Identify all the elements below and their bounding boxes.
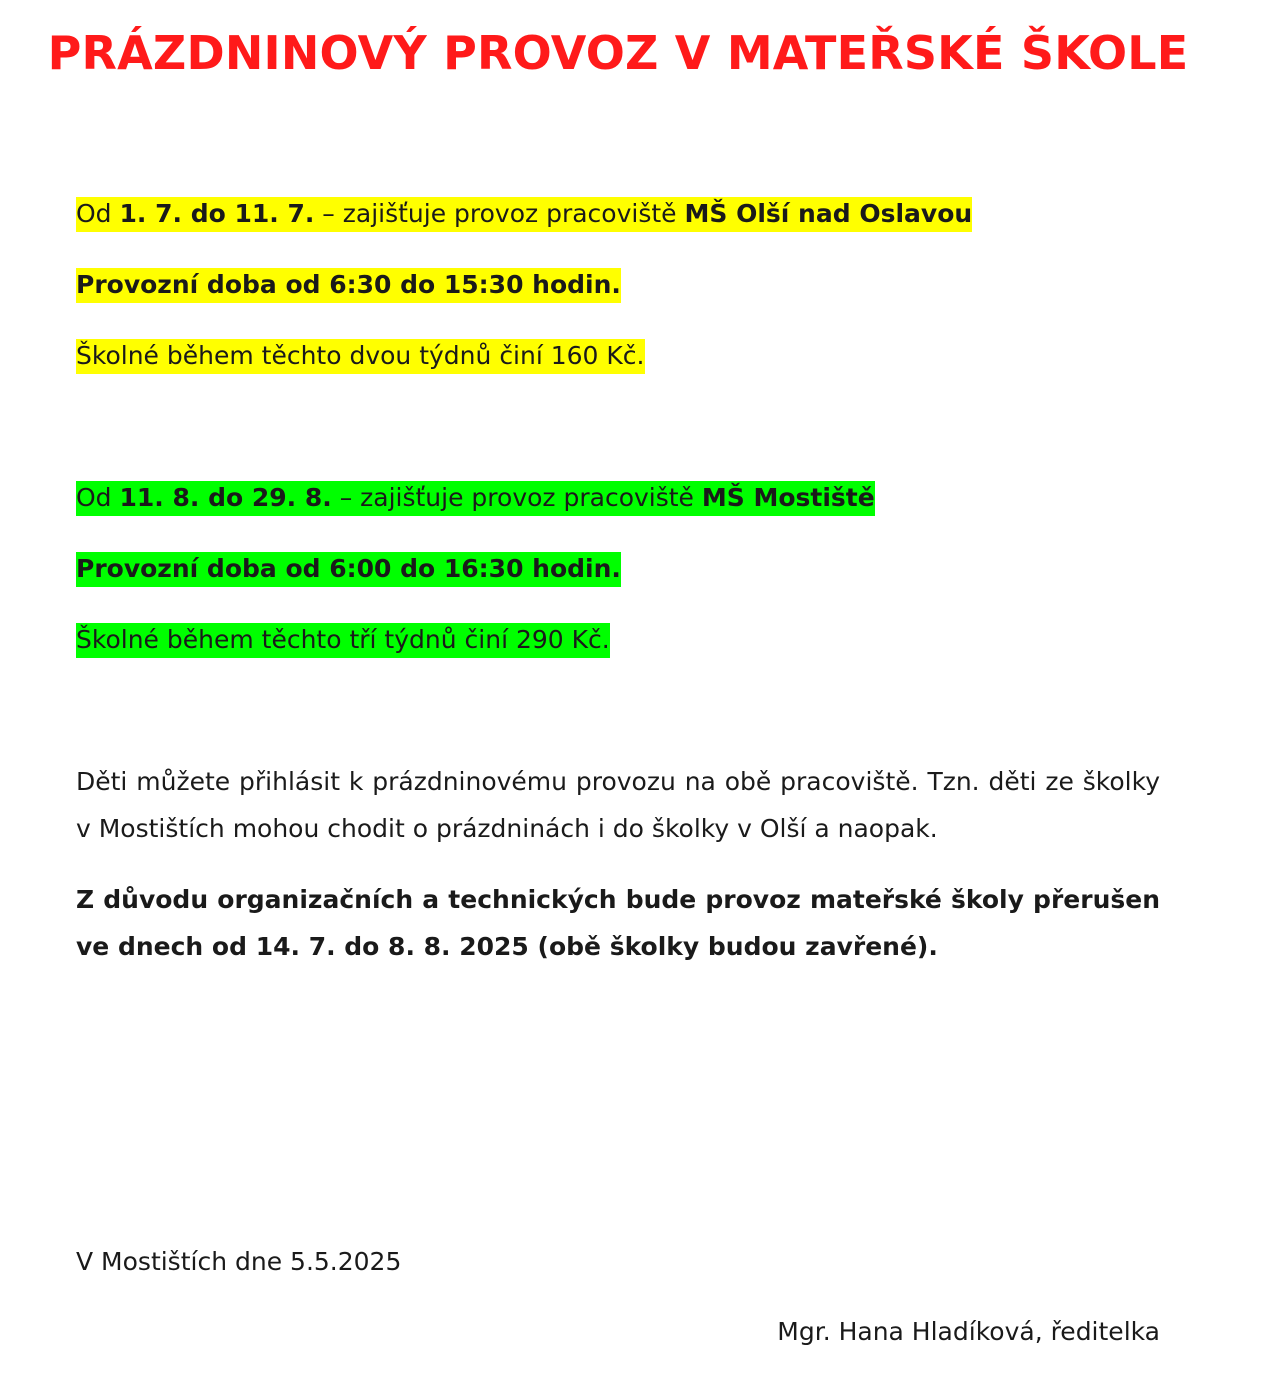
period1-dates: 1. 7. do 11. 7. bbox=[119, 199, 315, 228]
period1-line bbox=[76, 194, 972, 234]
period1-hours-text: Provozní doba od 6:30 do 15:30 hodin. bbox=[76, 270, 621, 299]
period1-location: MŠ Olší nad Oslavou bbox=[684, 199, 973, 228]
period1-hours bbox=[76, 268, 621, 303]
period2-hours bbox=[76, 552, 621, 587]
period2-location: MŠ Mostiště bbox=[701, 483, 875, 512]
period2-hours-line bbox=[76, 549, 621, 589]
period2-fee-line bbox=[76, 620, 610, 660]
signature: Mgr. Hana Hladíková, ředitelka bbox=[777, 1317, 1160, 1346]
period2-text: – zajišťuje provoz pracoviště bbox=[331, 483, 702, 512]
period1-text: – zajišťuje provoz pracoviště bbox=[314, 199, 685, 228]
period2-od: Od bbox=[76, 483, 112, 512]
period2-highlight bbox=[76, 481, 875, 516]
period1-highlight bbox=[76, 197, 972, 232]
period1-fee: Školné během těchto dvou týdnů činí 160 Kč. bbox=[76, 339, 645, 374]
period2-dates: 11. 8. do 29. 8. bbox=[119, 483, 332, 512]
period1-fee-line bbox=[76, 336, 645, 376]
period2-fee: Školné během těchto tří týdnů činí 290 Kč. bbox=[76, 623, 610, 658]
period1-hours-line bbox=[76, 265, 621, 305]
place-date: V Mostištích dne 5.5.2025 bbox=[76, 1247, 402, 1276]
closure-paragraph: Z důvodu organizačních a technických bude provoz mateřské školy přerušen ve dnech od 14. 7. do 8. 8. 2025 (obě školky budou zavřené). bbox=[76, 885, 1160, 961]
info-paragraph: Děti můžete přihlásit k prázdninovému provozu na obě pracoviště. Tzn. děti ze školky v Mostištích mohou chodit o prázdninách i do školky v Olší a naopak. bbox=[76, 767, 1160, 843]
period1-od: Od bbox=[76, 199, 112, 228]
period2-line bbox=[76, 478, 875, 518]
page-title: PRÁZDNINOVÝ PROVOZ V MATEŘSKÉ ŠKOLE bbox=[47, 26, 1189, 80]
period2-hours-text: Provozní doba od 6:00 do 16:30 hodin. bbox=[76, 554, 621, 583]
